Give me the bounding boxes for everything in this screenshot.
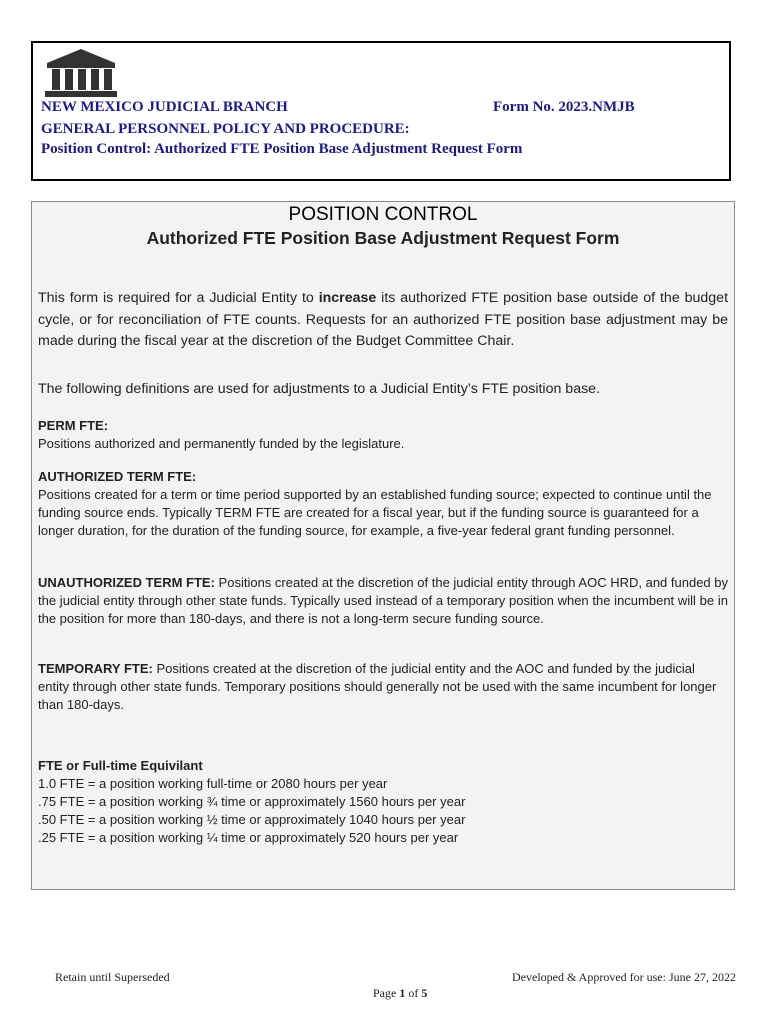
intro-paragraph: This form is required for a Judicial Entity to increase its authorized FTE position base outside of the budget cycle, or for reconciliation of FTE counts. Requests for an authorized FTE position base adjustment may be made during the fiscal year at the discretion of the Budget Committee Chair. xyxy=(38,290,729,349)
page-subtitle: Authorized FTE Position Base Adjustment Request Form xyxy=(146,228,620,248)
policy-title: GENERAL PERSONNEL POLICY AND PROCEDURE: xyxy=(41,121,410,137)
authorized-term-fte-text: Positions created for a term or time period supported by an established funding source; expected to continue until the funding source ends. Typically TERM FTE are created for a fiscal year, but if the funding source is guaranteed for a longer duration, for the duration of the funding source, for example, a five-year federal grant funding personnel. xyxy=(38,487,712,538)
fte-line: .75 FTE = a position working ¾ time or approximately 1560 hours per year xyxy=(38,794,466,809)
page-title: POSITION CONTROL xyxy=(288,204,478,225)
form-number: Form No. 2023.NMJB xyxy=(493,99,635,115)
fte-heading: FTE or Full-time Equivilant xyxy=(38,758,203,773)
temporary-fte-text: Positions created at the discretion of the judicial entity and the AOC and funded by the judicial entity through other state funds. Temporary positions should generally not be used with the same incumbent for longer than 180-days. xyxy=(38,661,717,712)
emphasis-increase: increase xyxy=(318,290,377,306)
form-title: Position Control: Authorized FTE Position Base Adjustment Request Form xyxy=(41,141,523,157)
courthouse-icon xyxy=(41,47,121,99)
authorized-term-fte-heading: AUTHORIZED TERM FTE: xyxy=(38,469,197,484)
retention-note: Retain until Superseded xyxy=(55,970,170,984)
temporary-fte-heading: TEMPORARY FTE: xyxy=(38,661,153,676)
fte-definition xyxy=(38,757,728,847)
unauthorized-term-fte-definition xyxy=(38,574,728,628)
temporary-fte-definition xyxy=(38,660,728,714)
definitions-intro: The following definitions are used for adjustments to a Judicial Entity’s FTE position base. xyxy=(38,381,601,397)
perm-fte-heading: PERM FTE: xyxy=(38,418,109,433)
perm-fte-text: Positions authorized and permanently funded by the legislature. xyxy=(38,436,405,451)
authorized-term-fte-definition xyxy=(38,468,728,540)
perm-fte-definition xyxy=(38,417,728,453)
org-name: NEW MEXICO JUDICIAL BRANCH xyxy=(41,99,288,115)
form-content xyxy=(31,201,735,890)
approval-date: Developed & Approved for use: June 27, 2022 xyxy=(512,970,736,984)
page-number: Page 1 of 5 xyxy=(373,986,428,1000)
fte-line: .25 FTE = a position working ¼ time or approximately 520 hours per year xyxy=(38,830,459,845)
fte-line: 1.0 FTE = a position working full-time or 2080 hours per year xyxy=(38,776,388,791)
unauthorized-term-fte-text: Positions created at the discretion of the judicial entity through AOC HRD, and funded by the judicial entity through other state funds. Typically used instead of a temporary position when the incumbent will be in the position for more than 180-days, and there is not a long-term secure funding source. xyxy=(38,575,729,626)
fte-line: .50 FTE = a position working ½ time or approximately 1040 hours per year xyxy=(38,812,466,827)
document-header xyxy=(31,41,731,181)
unauthorized-term-fte-heading: UNAUTHORIZED TERM FTE: xyxy=(38,575,215,590)
